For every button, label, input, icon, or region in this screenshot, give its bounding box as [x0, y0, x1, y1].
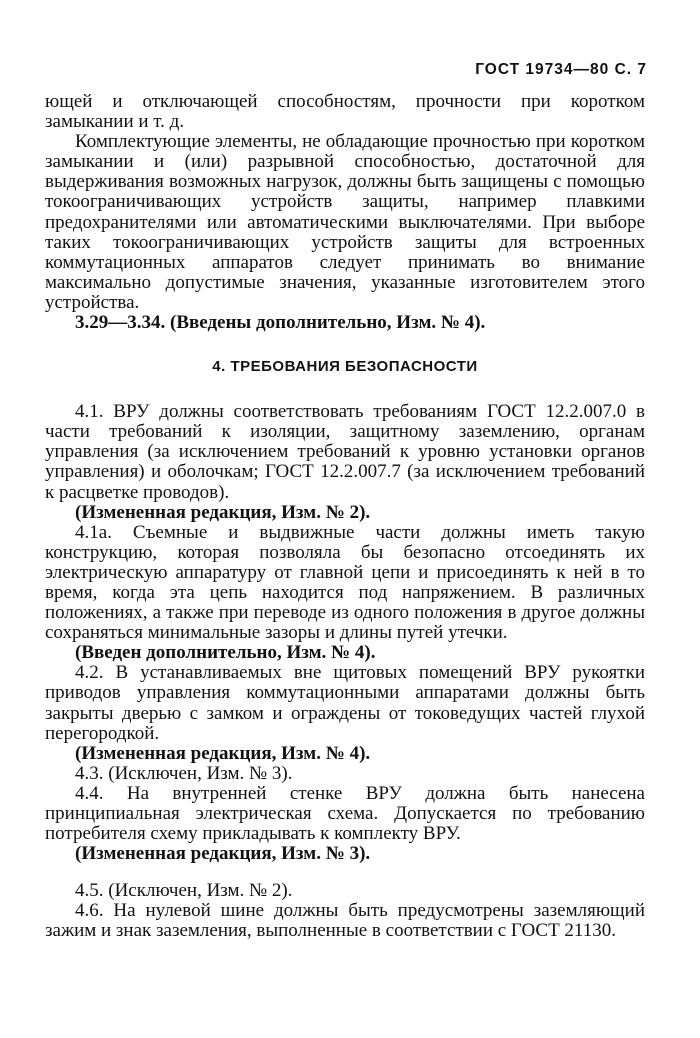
amendment-note-3-29: 3.29—3.34. (Введены дополнительно, Изм. № 4). [75, 312, 486, 334]
paragraph-4-2: 4.2. В устанавливаемых вне щитовых помещений ВРУ рукоятки приводов управления коммутационными аппаратами должны быть закрыты дверью с замком и ограждены от токоведущих частей глухой перегородкой. [45, 662, 645, 744]
paragraph-components: Комплектующие элементы, не обладающие прочностью при коротком замыкании и (или) разрывной способностью, достаточной для выдерживания возможных нагрузок, должны быть защищены с помощью токоограничивающих устройств защиты, например плавкими предохранителями или автоматическими выключателями. При выборе таких токоограничивающих устройств защиты для встроенных коммутационных аппаратов следует принимать во внимание максимально допустимые значения, указанные изготовителем этого устройства. [45, 131, 645, 313]
running-header: ГОСТ 19734—80 С. 7 [475, 61, 647, 78]
spacer [45, 864, 645, 881]
paragraph-4-6: 4.6. На нулевой шине должны быть предусмотрены заземляющий зажим и знак заземления, выполненные в соответствии с ГОСТ 21130. [45, 900, 645, 942]
amendment-note-4-4: (Измененная редакция, Изм. № 3). [75, 843, 371, 865]
section-title: 4. ТРЕБОВАНИЯ БЕЗОПАСНОСТИ [212, 358, 478, 376]
paragraph-continuation: ющей и отключающей способностям, прочности при коротком замыкании и т. д. [45, 91, 645, 133]
amendment-note-4-1a: (Введен дополнительно, Изм. № 4). [75, 642, 376, 664]
amendment-note-4-2: (Измененная редакция, Изм. № 4). [75, 742, 371, 764]
paragraph-4-4: 4.4. На внутренней стенке ВРУ должна быть нанесена принципиальная электрическая схема. Допускается по требованию потребителя схему прикладывать к комплекту ВРУ. [45, 782, 645, 845]
paragraph-4-5: 4.5. (Исключен, Изм. № 2). [75, 880, 293, 902]
paragraph-4-1a: 4.1а. Съемные и выдвижные части должны иметь такую конструкцию, которая позволяла бы безопасно отсоединять их электрическую аппаратуру от главной цепи и присоединять к ней в то время, когда эта цепь находится под напряжением. В различных положениях, а также при переводе из одного положения в другое должны сохраняться минимальные зазоры и длины путей утечки. [45, 521, 645, 644]
document-page [45, 56, 645, 942]
amendment-note-4-1: (Измененная редакция, Изм. № 2). [75, 501, 371, 523]
paragraph-4-1: 4.1. ВРУ должны соответствовать требованиям ГОСТ 12.2.007.0 в части требований к изоляции, защитному заземлению, органам управления (за исключением требований к уровню установки органов управления) и оболочкам; ГОСТ 12.2.007.7 (за исключением требований к расцветке проводов). [45, 401, 645, 503]
paragraph-4-3: 4.3. (Исключен, Изм. № 3). [75, 762, 293, 784]
